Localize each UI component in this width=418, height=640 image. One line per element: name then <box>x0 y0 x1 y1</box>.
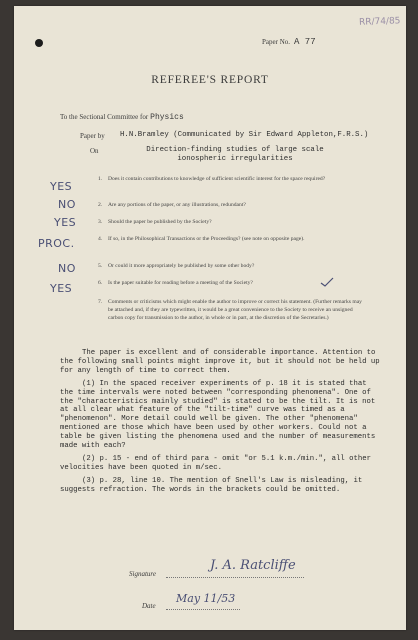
comment-paragraph: The paper is excellent and of considerable importance. Attention to the following small points might improve it, but it should not be held up for any length of time to correct them. <box>60 349 380 375</box>
answer-3: YES <box>54 216 77 229</box>
answer-6: YES <box>50 282 73 295</box>
question-5: 5. Or could it more appropriately be published by some other body? <box>98 263 255 269</box>
answer-2: NO <box>58 198 76 211</box>
signature-line <box>166 577 304 578</box>
comment-paragraph: (3) p. 28, line 10. The mention of Snell's Law is misleading, it suggests refraction. The words in the brackets could be omitted. <box>60 476 363 494</box>
question-4: 4. If so, in the Philosophical Transactions or the Proceedings? (see note on opposite page). <box>98 236 305 242</box>
paper-title: Direction-finding studies of large scale ionospheric irregularities <box>146 146 324 163</box>
answer-1: YES <box>50 180 73 193</box>
check-mark-icon <box>320 277 334 287</box>
on-label: On <box>90 147 99 155</box>
question-3: 3. Should the paper be published by the Society? <box>98 219 212 225</box>
signature: J. A. Ratcliffe <box>210 558 296 573</box>
punch-hole <box>35 39 43 47</box>
date-label: Date <box>142 602 156 610</box>
question-1: 1. Does it contain contributions to knowledge of sufficient scientific interest for the space required? <box>98 176 326 182</box>
date-value: May 11/53 <box>176 592 236 605</box>
comments-block <box>60 349 380 499</box>
archive-reference: RR/74/85 <box>358 16 401 28</box>
referee-report-page <box>14 6 406 630</box>
paper-by-value: H.N.Bramley (Communicated by Sir Edward Appleton,F.R.S.) <box>120 131 369 139</box>
paper-number-value: A 77 <box>294 37 316 47</box>
answer-5: NO <box>58 262 76 275</box>
question-2: 2. Are any portions of the paper, or any illustrations, redundant? <box>98 202 246 208</box>
comment-paragraph: (2) p. 15 - end of third para - omit "or 5.1 k.m./min.", all other velocities have been quoted in m/sec. <box>60 454 372 472</box>
paper-number-label: Paper No. <box>262 38 290 46</box>
addressee-label: To the Sectional Committee for <box>60 113 149 121</box>
question-6: 6. Is the paper suitable for reading before a meeting of the Society? <box>98 280 253 286</box>
answer-4: PROC. <box>38 237 75 250</box>
paper-number <box>262 37 316 47</box>
addressee <box>60 113 184 122</box>
comment-paragraph: (1) In the spaced receiver experiments of p. 18 it is stated that the time intervals were noted between "corresponding phenomena". One of the "characteristics mainly studied" is stated to be the tilt. It is not at all clear what feature of the "tilt-time" curve was timed as a "phenomenon". More detail could well be given. The other "phenomena" mentioned are those which have been used by other workers. Could not a table be given listing the phenomena used and the number of measurements made with each? <box>60 379 376 451</box>
report-title: REFEREE'S REPORT <box>151 74 269 86</box>
question-7: 7. Comments or criticisms which might enable the author to improve or correct his statement. (Further remarks may be attached and, if they are typewritten, it would be a great convenience to the Society to receive an unsigned carbon copy for transmission to the author, in whole or in part, at the discretion of the Secretaries.) <box>98 299 362 321</box>
addressee-value: Physics <box>150 113 184 122</box>
date-line <box>166 609 240 610</box>
paper-by-label: Paper by <box>80 132 105 140</box>
signature-label: Signature <box>129 570 156 578</box>
